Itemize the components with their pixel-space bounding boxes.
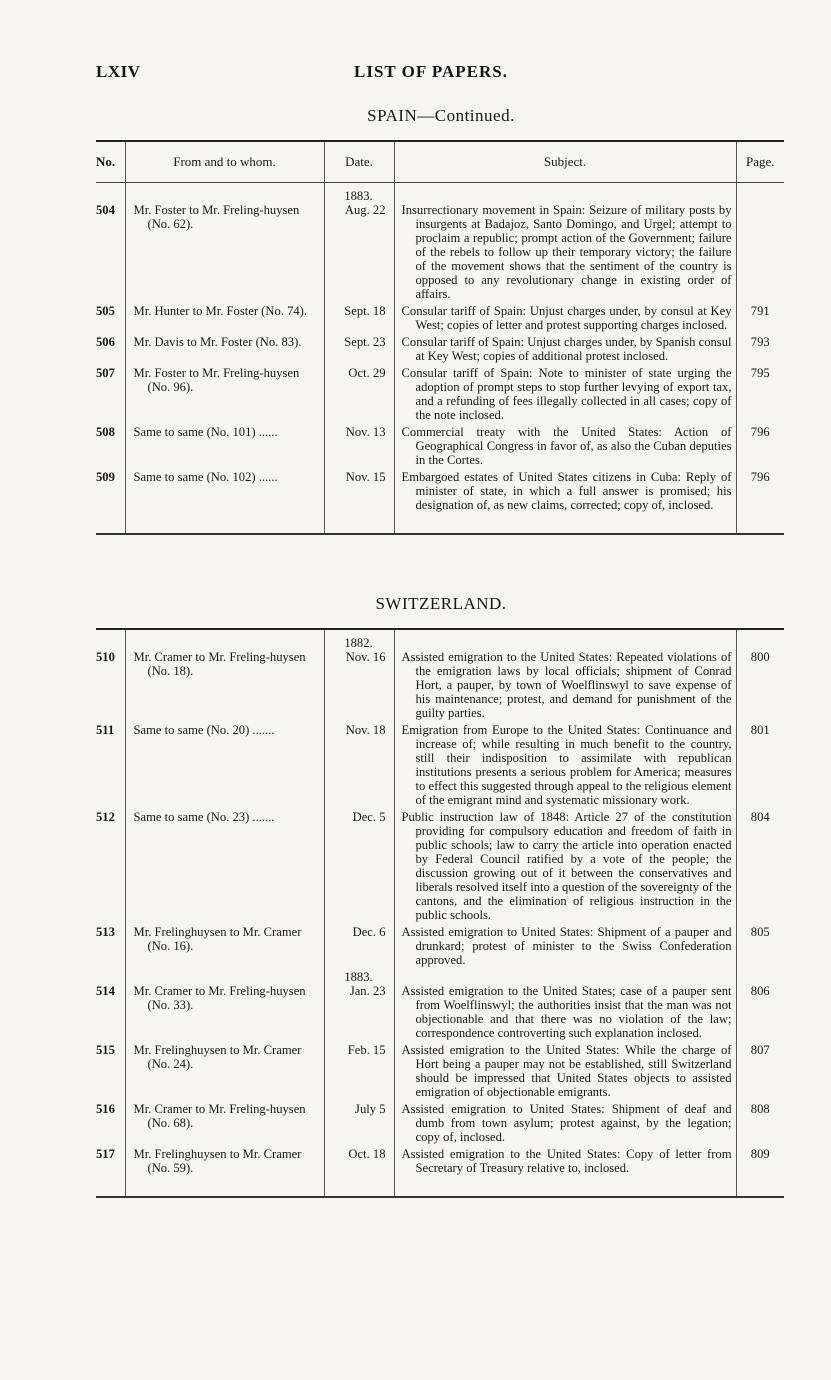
- table-row: [96, 925, 784, 970]
- year-label: 1882.: [344, 636, 373, 650]
- paper-number: 506: [96, 335, 115, 349]
- correspondent: Mr. Cramer to Mr. Freling-huysen (No. 18).: [133, 650, 306, 678]
- page-reference: 801: [736, 723, 784, 810]
- paper-subject: Commercial treaty with the United States: Action of Geographical Congress in favor of, as also the Cuban deputies in the Cortes.: [401, 425, 732, 467]
- papers-table-switzerland: [96, 628, 784, 1198]
- correspondent: Same to same (No. 20) .......: [133, 723, 275, 737]
- paper-date: Nov. 13: [324, 425, 394, 470]
- paper-date: Nov. 18: [324, 723, 394, 810]
- page-reference: 805: [736, 925, 784, 970]
- page-header: [96, 62, 766, 86]
- paper-date: Oct. 29: [324, 366, 394, 425]
- paper-number: 513: [96, 925, 115, 939]
- paper-subject: Emigration from Europe to the United States: Continuance and increase of; while resulting in much benefit to the country, still their indisposition to assimilate with republican institutions presents a serious problem for America; measures to effect this suggested through appeal to the religious element of the emigrant mind and systematic missionary work.: [401, 723, 732, 807]
- table-header-row: [96, 141, 784, 183]
- correspondent: Mr. Frelinghuysen to Mr. Cramer (No. 24).: [133, 1043, 302, 1071]
- paper-date: Oct. 18: [324, 1147, 394, 1178]
- paper-number: 514: [96, 984, 115, 998]
- table-row: [96, 1102, 784, 1147]
- table-row: [96, 1147, 784, 1178]
- paper-date: July 5: [324, 1102, 394, 1147]
- page-reference: 796: [736, 425, 784, 470]
- paper-date: Nov. 16: [345, 650, 386, 664]
- page-reference: 808: [736, 1102, 784, 1147]
- page-reference: 809: [736, 1147, 784, 1178]
- correspondent: Same to same (No. 23) .......: [133, 810, 275, 824]
- paper-date: Jan. 23: [349, 984, 386, 998]
- correspondent: Same to same (No. 102) ......: [133, 470, 278, 484]
- page-reference: 791: [736, 304, 784, 335]
- paper-number: 505: [96, 304, 115, 318]
- paper-subject: Consular tariff of Spain: Unjust charges under, by Spanish consul at Key West; copies of additional protest inclosed.: [401, 335, 732, 363]
- paper-number: 507: [96, 366, 115, 380]
- paper-subject: Assisted emigration to the United States; case of a pauper sent from Woelflinswyl; the authorities insist that the man was not objectionable and that there was no violation of the law; correspondence controverting such explanation inclosed.: [401, 984, 732, 1040]
- table-bottom-rule: [96, 515, 784, 534]
- paper-subject: Public instruction law of 1848: Article 27 of the constitution providing for compulsory education and freedom of faith in public schools; law to carry the article into operation enacted by Federal Council ratified by a vote of the people; the discussion growing out of it between the conservatives and liberals resolved itself into a question of the sovereignty of the cantons, and the elimination of religious instruction in the public schools.: [401, 810, 732, 922]
- paper-subject: Assisted emigration to the United States: Copy of letter from Secretary of Treasury relative to, inclosed.: [401, 1147, 732, 1175]
- page-reference: 793: [736, 335, 784, 366]
- paper-subject: Assisted emigration to United States: Shipment of deaf and dumb from town asylum; protest against, by the legation; copy of, inclosed.: [401, 1102, 732, 1144]
- correspondent: Same to same (No. 101) ......: [133, 425, 278, 439]
- paper-subject: Consular tariff of Spain: Note to minister of state urging the adoption of prompt steps to stop further levying of export tax, and a refunding of fees illegally collected in all cases; copy of the note inclosed.: [401, 366, 732, 422]
- section-title-switzerland: SWITZERLAND.: [375, 594, 507, 613]
- col-header-subject: Subject.: [394, 141, 736, 183]
- paper-subject: Assisted emigration to United States: Shipment of a pauper and drunkard; protest of minister to the Swiss Confederation approved.: [401, 925, 732, 967]
- paper-number: 517: [96, 1147, 115, 1161]
- paper-subject: Embargoed estates of United States citizens in Cuba: Reply of minister of state, in which a full answer is promised; his designation of, as new claims, corrected; copy of, inclosed.: [401, 470, 732, 512]
- table-row: [96, 304, 784, 335]
- table-bottom-rule: [96, 1178, 784, 1197]
- section-title-spain: SPAIN—Continued.: [367, 106, 515, 125]
- paper-date: Dec. 5: [324, 810, 394, 925]
- page-title: LIST OF PAPERS.: [353, 62, 509, 81]
- col-header-from: From and to whom.: [125, 141, 324, 183]
- paper-number: 510: [96, 650, 115, 664]
- table-row: [96, 425, 784, 470]
- correspondent: Mr. Hunter to Mr. Foster (No. 74).: [133, 304, 308, 318]
- paper-date: Aug. 22: [344, 203, 386, 217]
- page-reference: 804: [736, 810, 784, 925]
- correspondent: Mr. Foster to Mr. Freling-huysen (No. 62).: [133, 203, 300, 231]
- table-row: [96, 183, 784, 305]
- table-row: [96, 723, 784, 810]
- page-reference: 806: [750, 984, 770, 998]
- page-number: LXIV: [96, 62, 141, 81]
- papers-table-spain: [96, 140, 784, 535]
- paper-subject: Assisted emigration to the United States: Repeated violations of the emigration laws by local officials; shipment of Conrad Hort, a pauper, by town of Woelflinswyl to save expense of his maintenance; protest, and demand for punishment of the guilty parties.: [401, 650, 732, 720]
- paper-number: 509: [96, 470, 115, 484]
- correspondent: Mr. Frelinghuysen to Mr. Cramer (No. 59).: [133, 1147, 302, 1175]
- year-label: 1883.: [344, 189, 373, 203]
- paper-number: 504: [96, 203, 115, 217]
- correspondent: Mr. Frelinghuysen to Mr. Cramer (No. 16).: [133, 925, 302, 953]
- paper-subject: Insurrectionary movement in Spain: Seizure of military posts by insurgents at Badajoz, Santo Domingo, and Urgel; attempt to proclaim a republic; prompt action of the Government; failure of the rebels to follow up their temporary victory; the failure of the movement shows that the sentiment of the country is opposed to any revolutionary change in existing order of affairs.: [401, 203, 732, 301]
- correspondent: Mr. Cramer to Mr. Freling-huysen (No. 68).: [133, 1102, 306, 1130]
- table-row: [96, 810, 784, 925]
- table-row: [96, 470, 784, 515]
- paper-date: Dec. 6: [324, 925, 394, 970]
- paper-date: Sept. 18: [324, 304, 394, 335]
- paper-number: 508: [96, 425, 115, 439]
- col-header-no: No.: [96, 141, 125, 183]
- paper-date: Nov. 15: [324, 470, 394, 515]
- table-row: [96, 629, 784, 723]
- correspondent: Mr. Foster to Mr. Freling-huysen (No. 96).: [133, 366, 300, 394]
- col-header-page: Page.: [736, 141, 784, 183]
- paper-date: Sept. 23: [324, 335, 394, 366]
- correspondent: Mr. Cramer to Mr. Freling-huysen (No. 33).: [133, 984, 306, 1012]
- table-row: [96, 335, 784, 366]
- paper-date: Feb. 15: [324, 1043, 394, 1102]
- paper-number: 512: [96, 810, 115, 824]
- page-reference: 795: [736, 366, 784, 425]
- paper-subject: Assisted emigration to the United States: While the charge of Hort being a pauper may not be established, still Switzerland should be impressed that United States objects to assisted emigration of objectionable emigrants.: [401, 1043, 732, 1099]
- correspondent: Mr. Davis to Mr. Foster (No. 83).: [133, 335, 302, 349]
- col-header-date: Date.: [324, 141, 394, 183]
- table-row: [96, 970, 784, 1043]
- paper-number: 515: [96, 1043, 115, 1057]
- page-reference: 796: [736, 470, 784, 515]
- table-row: [96, 1043, 784, 1102]
- table-row: [96, 366, 784, 425]
- page-reference: 800: [750, 650, 770, 664]
- paper-subject: Consular tariff of Spain: Unjust charges under, by consul at Key West; copies of letter and protest supporting charges inclosed.: [401, 304, 732, 332]
- year-label: 1883.: [344, 970, 373, 984]
- page-reference: 807: [736, 1043, 784, 1102]
- paper-number: 511: [96, 723, 115, 737]
- paper-number: 516: [96, 1102, 115, 1116]
